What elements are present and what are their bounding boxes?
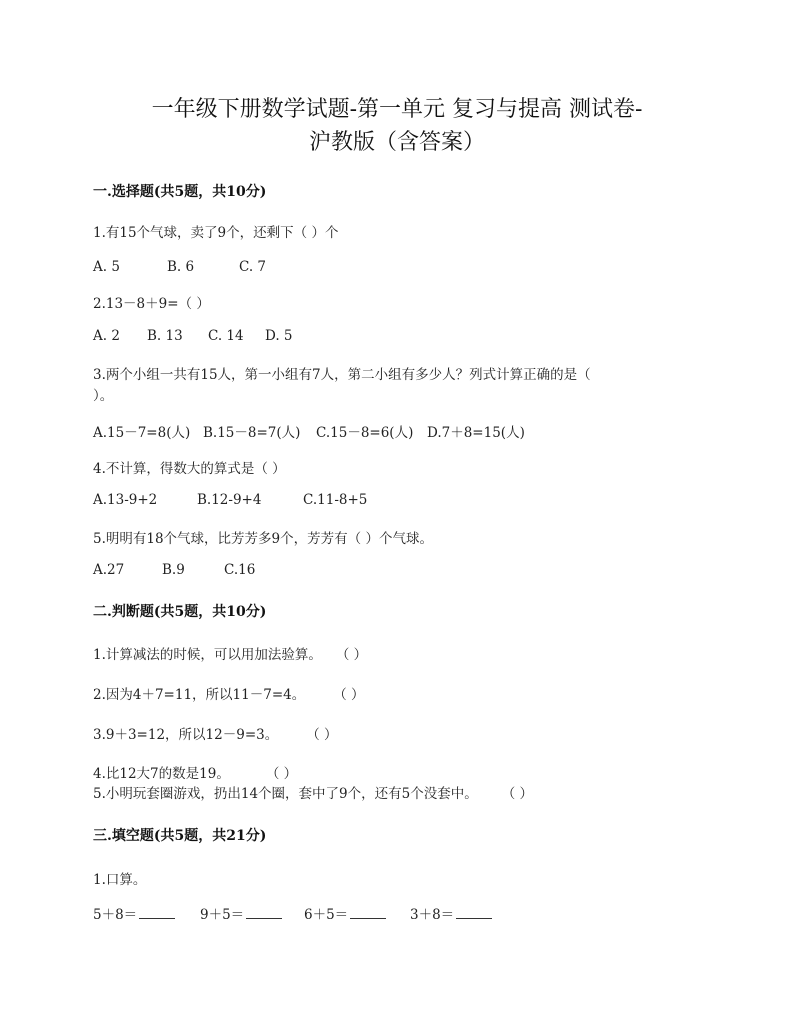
answer-paren: （ ）: [333, 687, 365, 703]
calc-expression: 3＋8＝: [410, 907, 455, 923]
s1-q2-text: 2.13－8＋9=（ ）: [93, 296, 210, 312]
answer-blank[interactable]: [246, 906, 282, 919]
s2-item-2: [93, 683, 365, 703]
calc-item: [304, 903, 386, 923]
s1-q3-options: [93, 421, 525, 441]
option: A. 2: [93, 328, 120, 344]
option: C. 14: [208, 328, 244, 344]
s1-q4-text: 4.不计算，得数大的算式是（ ）: [93, 461, 286, 477]
option: A.27: [93, 562, 125, 578]
calc-expression: 5＋8＝: [93, 907, 138, 923]
s1-q1-text: 1.有15个气球，卖了9个，还剩下（ ）个: [93, 225, 339, 241]
s1-q1-options: [93, 259, 266, 275]
statement-text: 1.计算减法的时候，可以用加法验算。: [93, 647, 322, 663]
calc-expression: 9＋5＝: [200, 907, 245, 923]
answer-paren: （ ）: [501, 786, 534, 802]
option: C.11-8+5: [303, 492, 368, 508]
option: B. 6: [167, 259, 195, 275]
s1-q2-options: [93, 328, 293, 344]
answer-paren: （ ）: [335, 647, 368, 663]
option: A.15－7=8(人): [93, 425, 191, 441]
answer-paren: （ ）: [265, 766, 298, 782]
s2-item-1: [93, 643, 367, 663]
s2-item-4: [93, 762, 297, 782]
answer-paren: （ ）: [306, 727, 338, 743]
section3-heading: 三.填空题(共5题，共21分): [93, 828, 267, 844]
s2-item-5: [93, 782, 533, 802]
statement-text: 3.9＋3=12，所以12－9=3。: [93, 727, 279, 743]
option: C. 7: [239, 259, 267, 275]
option: B. 13: [147, 328, 183, 344]
calc-item: [93, 903, 175, 923]
option: A.13-9+2: [93, 492, 158, 508]
answer-blank[interactable]: [139, 906, 175, 919]
section2-heading: 二.判断题(共5题，共10分): [93, 604, 267, 620]
s1-q5-options: [93, 562, 255, 578]
answer-blank[interactable]: [456, 906, 492, 919]
option: D.7＋8=15(人): [427, 425, 525, 441]
s1-q4-options: [93, 492, 367, 508]
statement-text: 4.比12大7的数是19。: [93, 766, 230, 782]
s1-q3-text-cont: ）。: [93, 388, 114, 404]
s3-q1-text: 1.口算。: [93, 872, 147, 888]
calc-expression: 6＋5＝: [304, 907, 349, 923]
doc-title-line1: 一年级下册数学试题-第一单元 复习与提高 测试卷-: [151, 97, 643, 122]
calc-item: [410, 903, 492, 923]
answer-blank[interactable]: [350, 906, 386, 919]
s1-q3-text: 3.两个小组一共有15人，第一小组有7人，第二小组有多少人？列式计算正确的是（: [93, 367, 591, 383]
option: B.15－8=7(人): [203, 425, 301, 441]
statement-text: 5.小明玩套圈游戏，扔出14个圈，套中了9个，还有5个没套中。: [93, 786, 478, 802]
option: D. 5: [265, 328, 293, 344]
section1-heading: 一.选择题(共5题，共10分): [93, 184, 267, 200]
s1-q5-text: 5.明明有18个气球，比芳芳多9个，芳芳有（ ）个气球。: [93, 531, 433, 547]
calc-item: [200, 903, 282, 923]
option: B.9: [162, 562, 185, 578]
doc-title-line2: 沪教版（含答案）: [308, 130, 485, 155]
s2-item-3: [93, 723, 338, 743]
option: A. 5: [93, 259, 120, 275]
statement-text: 2.因为4＋7=11，所以11－7=4。: [93, 687, 306, 703]
option: C.15－8=6(人): [316, 425, 414, 441]
option: C.16: [224, 562, 256, 578]
option: B.12-9+4: [197, 492, 262, 508]
